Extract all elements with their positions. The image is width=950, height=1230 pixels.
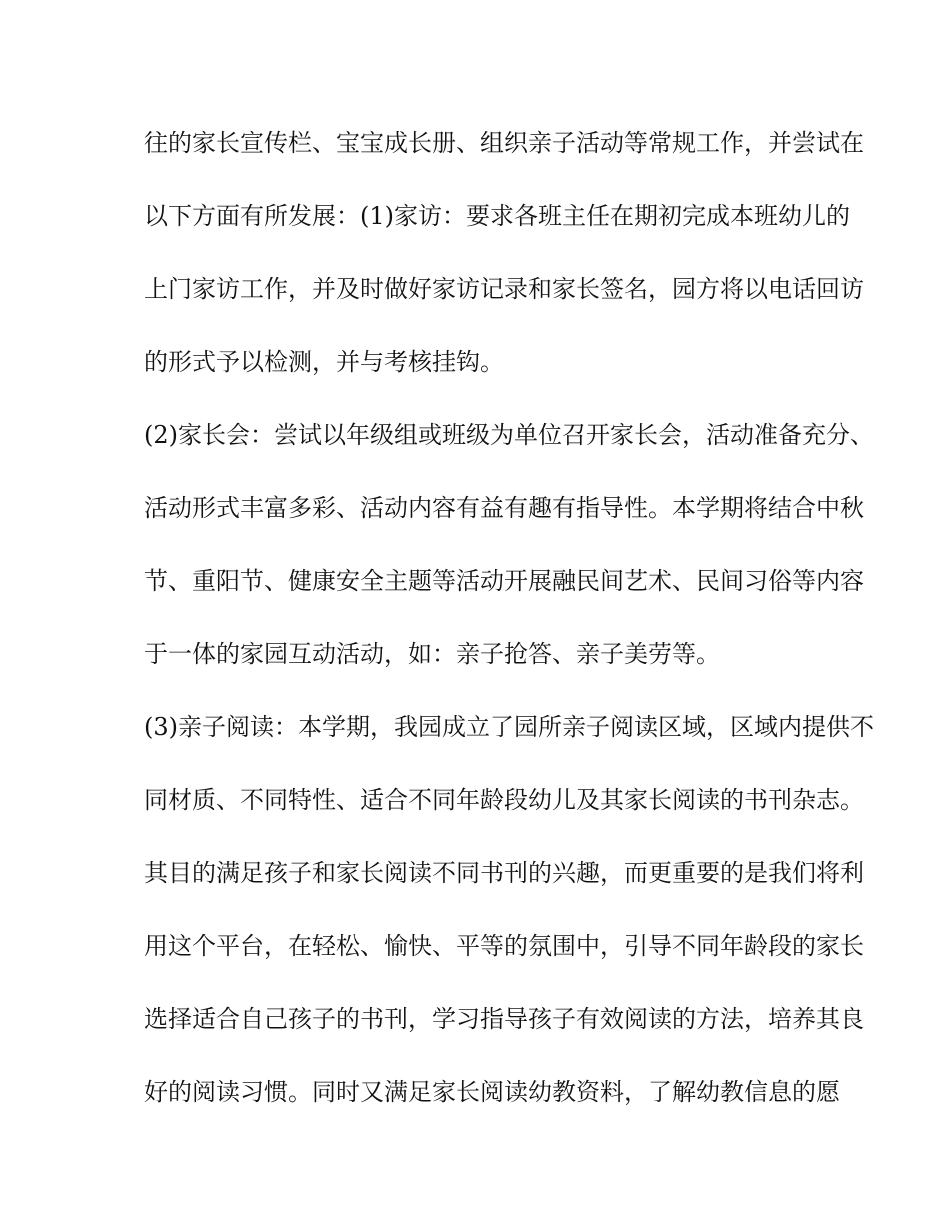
- text-line: 用这个平台，在轻松、愉快、平等的氛围中，引导不同年龄段的家长: [144, 932, 864, 960]
- text-line: 往的家长宣传栏、宝宝成长册、组织亲子活动等常规工作，并尝试在: [144, 129, 864, 157]
- text-line: 上门家访工作，并及时做好家访记录和家长签名，园方将以电话回访: [144, 275, 864, 303]
- text-line: 以下方面有所发展：(1)家访：要求各班主任在期初完成本班幼儿的: [144, 202, 850, 230]
- text-line: 节、重阳节、健康安全主题等活动开展融民间艺术、民间习俗等内容: [144, 567, 864, 595]
- text-line: (3)亲子阅读：本学期，我园成立了园所亲子阅读区域，区域内提供不: [144, 713, 874, 741]
- text-line: 于一体的家园互动活动，如：亲子抢答、亲子美劳等。: [144, 640, 720, 668]
- text-line: 的形式予以检测，并与考核挂钩。: [144, 348, 504, 376]
- text-line: 同材质、不同特性、适合不同年龄段幼儿及其家长阅读的书刊杂志。: [144, 786, 864, 814]
- text-line: 选择适合自己孩子的书刊，学习指导孩子有效阅读的方法，培养其良: [144, 1005, 864, 1033]
- text-line: 好的阅读习惯。同时又满足家长阅读幼教资料，了解幼教信息的愿: [144, 1078, 840, 1106]
- text-line: (2)家长会：尝试以年级组或班级为单位召开家长会，活动准备充分、: [144, 421, 874, 449]
- text-line: 活动形式丰富多彩、活动内容有益有趣有指导性。本学期将结合中秋: [144, 494, 864, 522]
- text-line: 其目的满足孩子和家长阅读不同书刊的兴趣，而更重要的是我们将利: [144, 859, 864, 887]
